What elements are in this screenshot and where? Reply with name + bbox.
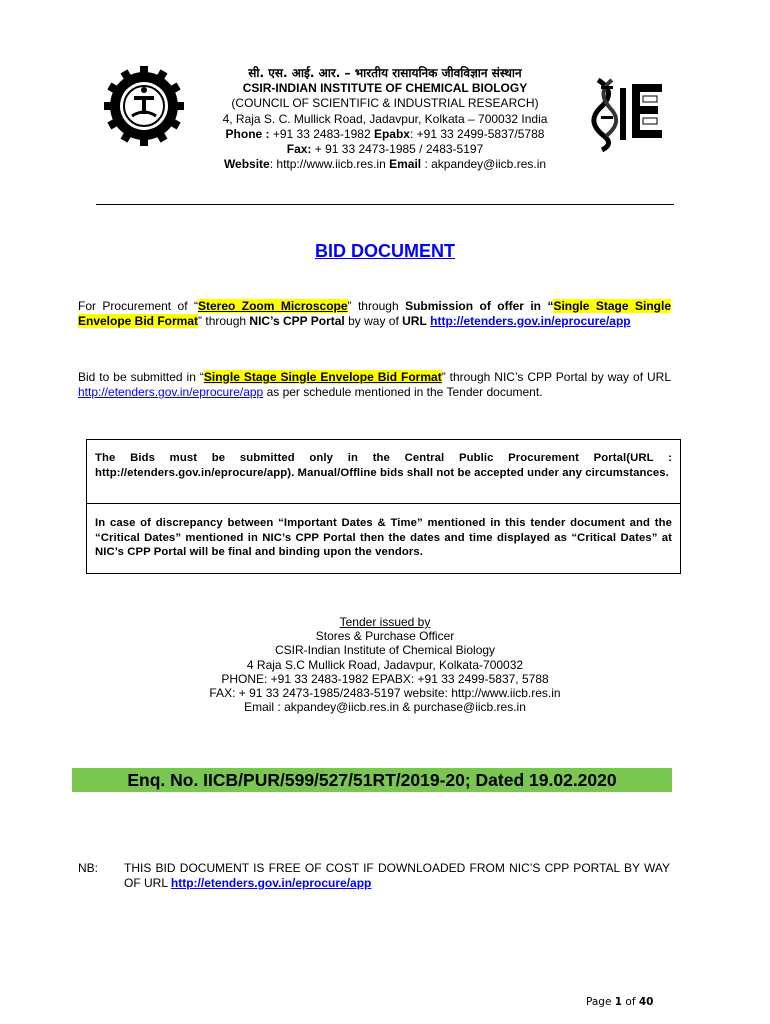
website-line (190, 157, 580, 172)
issuer-line-2: CSIR-Indian Institute of Chemical Biology (274, 643, 496, 658)
para1-text-4: ” through (198, 314, 250, 328)
nb-text (124, 861, 670, 891)
nb-body: THIS BID DOCUMENT IS FREE OF COST IF DOWNLOADED FROM NIC’S CPP PORTAL BY WAY OF URL (124, 861, 670, 890)
website-value: : http://www.iicb.res.in (269, 157, 390, 172)
phone-label: Phone : (225, 126, 270, 141)
notice-text-1: The Bids must be submitted only in the Central Public Procurement Portal(URL : http://etenders.gov.in/eprocure/app). Manual/Offline bids shall not be accepted under any circumstances. (95, 452, 672, 479)
epabx-label: Epabx (373, 126, 410, 141)
nb-label: NB: (78, 861, 99, 875)
nb-link[interactable]: http://etenders.gov.in/eprocure/app (170, 876, 372, 890)
submission-paragraph (78, 370, 671, 400)
para2-text-3: as per schedule mentioned in the Tender document. (263, 385, 543, 399)
of-word: of (622, 996, 639, 1008)
iicb-logo-icon (588, 72, 668, 152)
notice-box (86, 439, 681, 574)
document-title: BID DOCUMENT (315, 241, 455, 261)
item-name: Stereo Zoom Microscope (197, 299, 348, 313)
email-value: : akpandey@iicb.res.in (421, 157, 547, 172)
fax-line (190, 142, 580, 157)
page-number (586, 996, 654, 1008)
phone-value: +91 33 2483-1982 (269, 126, 374, 141)
fax-label: Fax: (286, 142, 312, 157)
institute-name: CSIR-INDIAN INSTITUTE OF CHEMICAL BIOLOGY (242, 81, 528, 96)
page-current: 1 (614, 996, 623, 1008)
para1-portal: NIC’s CPP Portal (249, 314, 345, 328)
para2-text-1: Bid to be submitted in “ (78, 370, 204, 384)
institute-address: 4, Raja S. C. Mullick Road, Jadavpur, Kolkata – 700032 India (222, 111, 548, 126)
page-word: Page (586, 996, 615, 1008)
procurement-paragraph (78, 299, 671, 329)
notice-row-1 (87, 440, 680, 504)
page-total: 40 (638, 996, 654, 1008)
council-name: (COUNCIL OF SCIENTIFIC & INDUSTRIAL RESEARCH) (231, 96, 539, 111)
bid-format-2: Single Stage Single Envelope Bid Format (203, 370, 442, 384)
enquiry-number: Enq. No. IICB/PUR/599/527/51RT/2019-20; Dated 19.02.2020 (127, 770, 617, 790)
para2-text-2: ” through NIC’s CPP Portal by way of URL (441, 370, 671, 384)
issuer-line-6: Email : akpandey@iicb.res.in & purchase@iicb.res.in (244, 700, 526, 715)
issuer-block (120, 615, 650, 714)
para1-text-6: by way of (344, 314, 403, 328)
bid-format: Single Stage Single Envelope Bid Format (78, 299, 671, 328)
phone-line (190, 127, 580, 142)
issuer-line-3: 4 Raja S.C Mullick Road, Jadavpur, Kolkata-700032 (246, 657, 524, 672)
website-label: Website (223, 157, 270, 172)
issuer-line-5: FAX: + 91 33 2473-1985/2483-5197 website: http://www.iicb.res.in (209, 686, 561, 701)
issuer-line-1: Stores & Purchase Officer (315, 629, 455, 644)
email-label: Email (389, 157, 422, 172)
para1-url-label: URL (402, 314, 427, 328)
csir-logo-icon (104, 66, 184, 146)
issued-by-title: Tender issued by (339, 615, 431, 629)
header-divider (96, 204, 674, 205)
fax-value: + 91 33 2473-1985 / 2483-5197 (311, 142, 484, 157)
issuer-line-4: PHONE: +91 33 2483-1982 EPABX: +91 33 2499-5837, 5788 (221, 671, 549, 686)
para1-text-2: ” through (347, 299, 406, 313)
para1-text-3: Submission of offer in “ (405, 299, 554, 313)
para1-text-1: For Procurement of “ (78, 299, 198, 313)
eprocure-link[interactable]: http://etenders.gov.in/eprocure/app (430, 314, 631, 328)
header-block (190, 66, 580, 172)
epabx-value: : +91 33 2499-5837/5788 (409, 126, 545, 141)
notice-text-2: In case of discrepancy between “Important Dates & Time” mentioned in this tender document and the “Critical Dates” mentioned in NIC’s CPP Portal then the dates and time displayed as “Critical Dates” at NIC’s CPP Portal will be final and binding upon the vendors. (95, 517, 672, 558)
eprocure-link-2[interactable]: http://etenders.gov.in/eprocure/app (78, 385, 264, 399)
hindi-institute-name: सी. एस. आई. आर. – भारतीय रासायनिक जीवविज्ञान संस्थान (248, 66, 522, 80)
